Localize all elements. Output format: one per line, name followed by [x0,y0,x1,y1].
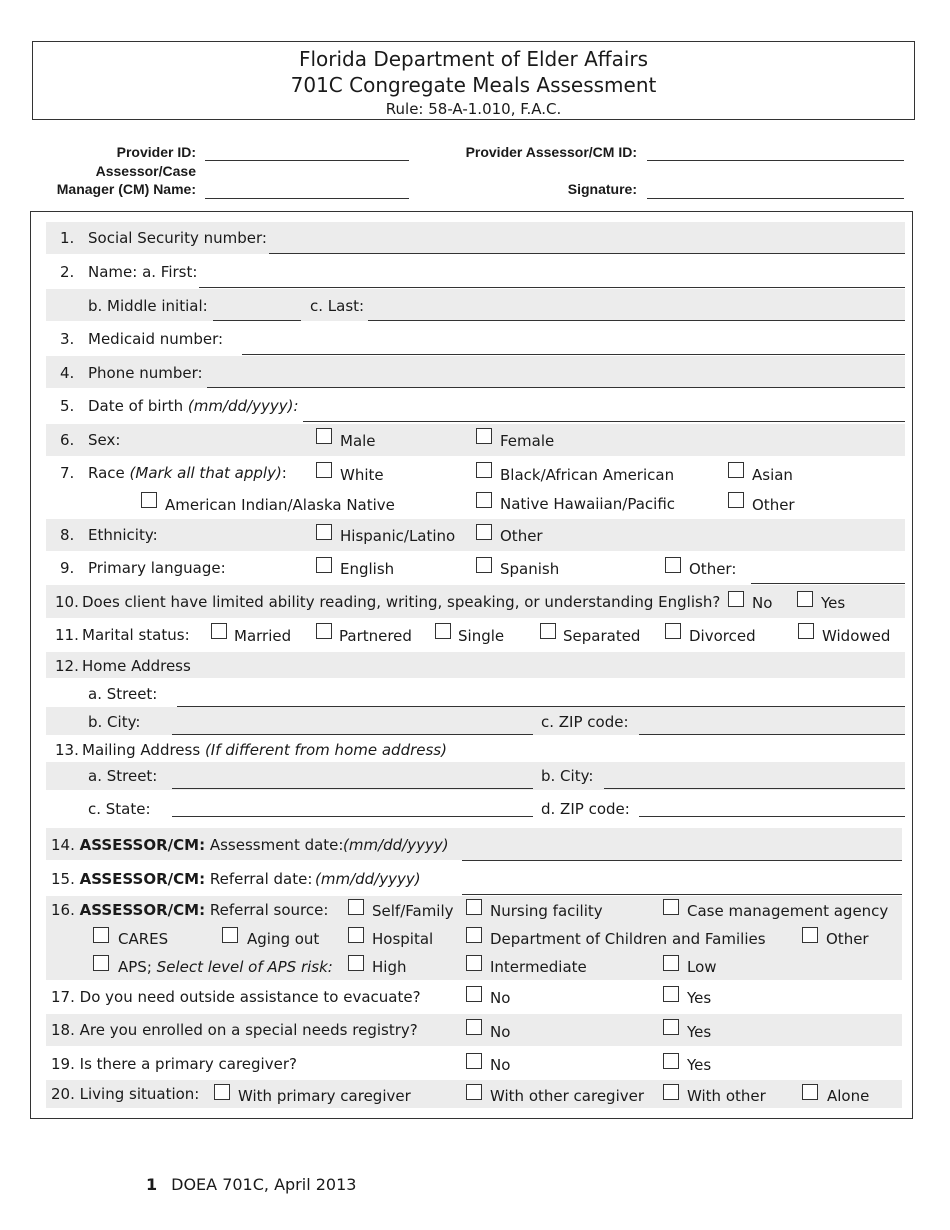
english-limited-no-label: No [752,594,773,612]
referral-cares-checkbox[interactable] [93,927,109,943]
english-limited-yes-checkbox[interactable] [797,591,813,607]
race-black-checkbox[interactable] [476,462,492,478]
marital-partnered-checkbox[interactable] [316,623,332,639]
race-other-label: Other [752,496,795,514]
q13-number: 13. [55,741,79,759]
marital-married-checkbox[interactable] [211,623,227,639]
evacuate-no-label: No [490,989,511,1007]
registry-yes-checkbox[interactable] [663,1019,679,1035]
q3-label: Medicaid number: [88,330,224,348]
sex-female-checkbox[interactable] [476,428,492,444]
referral-self-family-checkbox[interactable] [348,899,364,915]
caregiver-no-label: No [490,1056,511,1074]
referral-other-label: Other [826,930,869,948]
race-american-indian-label: American Indian/Alaska Native [165,496,395,514]
q9-number: 9. [60,559,75,577]
ssn-field[interactable] [269,253,905,254]
q13-label: Mailing Address (If different from home address) [82,741,447,759]
caregiver-no-checkbox[interactable] [466,1053,482,1069]
assessor-name-field[interactable] [205,198,409,199]
referral-case-mgmt-label: Case management agency [687,902,889,920]
q2-label: Name: a. First: [88,263,198,281]
language-spanish-label: Spanish [500,560,560,578]
evacuate-yes-checkbox[interactable] [663,986,679,1002]
language-english-label: English [340,560,395,578]
aps-high-label: High [372,958,407,976]
rule-reference: Rule: 58-A-1.010, F.A.C. [385,100,562,118]
q12-label: Home Address [82,657,191,675]
middle-initial-field[interactable] [213,320,301,321]
q19-label: 19. Is there a primary caregiver? [51,1055,297,1073]
q9-label: Primary language: [88,559,226,577]
referral-dcf-checkbox[interactable] [466,927,482,943]
q5-number: 5. [60,397,75,415]
race-american-indian-checkbox[interactable] [141,492,157,508]
mailing-street-label: a. Street: [88,767,158,785]
language-spanish-checkbox[interactable] [476,557,492,573]
ethnicity-other-label: Other [500,527,543,545]
evacuate-no-checkbox[interactable] [466,986,482,1002]
home-street-field[interactable] [177,706,905,707]
ethnicity-other-checkbox[interactable] [476,524,492,540]
provider-id-field[interactable] [205,160,409,161]
sex-male-checkbox[interactable] [316,428,332,444]
referral-case-mgmt-checkbox[interactable] [663,899,679,915]
provider-id-label: Provider ID: [116,144,196,160]
living-with-other-checkbox[interactable] [663,1084,679,1100]
language-english-checkbox[interactable] [316,557,332,573]
q15-label: 15. ASSESSOR/CM: Referral date: [51,870,313,888]
registry-no-checkbox[interactable] [466,1019,482,1035]
mailing-street-field[interactable] [172,788,533,789]
q1-label: Social Security number: [88,229,267,247]
aps-intermediate-checkbox[interactable] [466,955,482,971]
race-white-label: White [340,466,384,484]
q1-number: 1. [60,229,75,247]
marital-divorced-checkbox[interactable] [665,623,681,639]
marital-single-checkbox[interactable] [435,623,451,639]
ethnicity-hispanic-checkbox[interactable] [316,524,332,540]
middle-initial-label: b. Middle initial: [88,297,208,315]
first-name-field[interactable] [199,287,905,288]
q20-label: 20. Living situation: [51,1085,200,1103]
q2-number: 2. [60,263,75,281]
q16-label: 16. ASSESSOR/CM: Referral source: [51,901,329,919]
marital-separated-checkbox[interactable] [540,623,556,639]
q7-label: Race (Mark all that apply): [88,464,287,482]
race-hawaiian-label: Native Hawaiian/Pacific [500,495,676,513]
english-limited-no-checkbox[interactable] [728,591,744,607]
registry-no-label: No [490,1023,511,1041]
assessor-name-label-1: Assessor/Case [95,163,196,179]
race-asian-checkbox[interactable] [728,462,744,478]
sex-male-label: Male [340,432,376,450]
q4-number: 4. [60,364,75,382]
q6-label: Sex: [88,431,121,449]
assessor-name-label-2: Manager (CM) Name: [56,181,196,197]
referral-self-family-label: Self/Family [372,902,454,920]
assessor-id-label: Provider Assessor/CM ID: [465,144,637,160]
caregiver-yes-label: Yes [687,1056,712,1074]
q5-label: Date of birth (mm/dd/yyyy): [88,397,299,415]
aps-low-label: Low [687,958,717,976]
marital-separated-label: Separated [563,627,641,645]
aps-low-checkbox[interactable] [663,955,679,971]
ethnicity-hispanic-label: Hispanic/Latino [340,527,456,545]
referral-aps-label: APS; Select level of APS risk: [118,958,333,976]
home-zip-field[interactable] [639,734,905,735]
form-title: 701C Congregate Meals Assessment [290,73,657,97]
phone-field[interactable] [207,387,905,388]
assessment-form [30,211,913,1119]
living-other-caregiver-label: With other caregiver [490,1087,645,1105]
referral-nursing-checkbox[interactable] [466,899,482,915]
q10-number: 10. [55,593,79,611]
mailing-city-label: b. City: [541,767,594,785]
signature-field[interactable] [647,198,904,199]
row-shade [46,707,905,735]
marital-married-label: Married [234,627,292,645]
agency-title: Florida Department of Elder Affairs [298,47,649,71]
q14-hint: (mm/dd/yyyy) [343,836,449,854]
referral-date-field[interactable] [462,894,902,895]
caregiver-yes-checkbox[interactable] [663,1053,679,1069]
living-with-other-label: With other [687,1087,766,1105]
language-other-checkbox[interactable] [665,557,681,573]
living-other-caregiver-checkbox[interactable] [466,1084,482,1100]
race-black-label: Black/African American [500,466,675,484]
q11-label: Marital status: [82,626,190,644]
mailing-zip-label: d. ZIP code: [541,800,630,818]
q14-label: 14. ASSESSOR/CM: Assessment date: [51,836,344,854]
signature-label: Signature: [567,181,637,197]
referral-aging-out-label: Aging out [247,930,320,948]
marital-widowed-checkbox[interactable] [798,623,814,639]
q7-number: 7. [60,464,75,482]
living-primary-caregiver-checkbox[interactable] [214,1084,230,1100]
sex-female-label: Female [500,432,555,450]
q17-label: 17. Do you need outside assistance to evacuate? [51,988,421,1006]
race-white-checkbox[interactable] [316,462,332,478]
q10-label: Does client have limited ability reading, writing, speaking, or understanding English? [82,593,721,611]
referral-hospital-checkbox[interactable] [348,927,364,943]
evacuate-yes-label: Yes [687,989,712,1007]
referral-dcf-label: Department of Children and Families [490,930,766,948]
assessor-id-field[interactable] [647,160,904,161]
race-hawaiian-checkbox[interactable] [476,492,492,508]
last-name-label: c. Last: [310,297,365,315]
q8-number: 8. [60,526,75,544]
mailing-city-field[interactable] [604,788,905,789]
home-city-field[interactable] [172,734,533,735]
q15-hint: (mm/dd/yyyy) [315,870,421,888]
q4-label: Phone number: [88,364,203,382]
page-number: 1 [146,1175,158,1194]
q3-number: 3. [60,330,75,348]
english-limited-yes-label: Yes [821,594,846,612]
referral-hospital-label: Hospital [372,930,434,948]
form-header [32,41,915,120]
home-city-label: b. City: [88,713,141,731]
medicaid-field[interactable] [242,354,905,355]
aps-high-checkbox[interactable] [348,955,364,971]
language-other-label: Other: [689,560,737,578]
living-alone-checkbox[interactable] [802,1084,818,1100]
q12-number: 12. [55,657,79,675]
mailing-state-label: c. State: [88,800,151,818]
q18-label: 18. Are you enrolled on a special needs registry? [51,1021,418,1039]
form-id: DOEA 701C, April 2013 [171,1175,357,1194]
q6-number: 6. [60,431,75,449]
last-name-field[interactable] [368,320,905,321]
mailing-zip-field[interactable] [639,816,905,817]
marital-widowed-label: Widowed [822,627,891,645]
home-street-label: a. Street: [88,685,158,703]
aps-intermediate-label: Intermediate [490,958,587,976]
marital-partnered-label: Partnered [339,627,412,645]
assessment-date-field[interactable] [462,860,902,861]
q11-number: 11. [55,626,79,644]
q8-label: Ethnicity: [88,526,158,544]
living-primary-caregiver-label: With primary caregiver [238,1087,411,1105]
referral-cares-label: CARES [118,930,169,948]
mailing-state-field[interactable] [172,816,533,817]
registry-yes-label: Yes [687,1023,712,1041]
language-other-field[interactable] [751,583,905,584]
page-footer [146,1175,356,1194]
dob-field[interactable] [303,421,905,422]
referral-other-checkbox[interactable] [802,927,818,943]
referral-aps-checkbox[interactable] [93,955,109,971]
race-asian-label: Asian [752,466,793,484]
marital-divorced-label: Divorced [689,627,756,645]
home-zip-label: c. ZIP code: [541,713,629,731]
living-alone-label: Alone [827,1087,870,1105]
referral-aging-out-checkbox[interactable] [222,927,238,943]
row-shade [46,762,905,790]
marital-single-label: Single [458,627,505,645]
race-other-checkbox[interactable] [728,492,744,508]
referral-nursing-label: Nursing facility [490,902,603,920]
